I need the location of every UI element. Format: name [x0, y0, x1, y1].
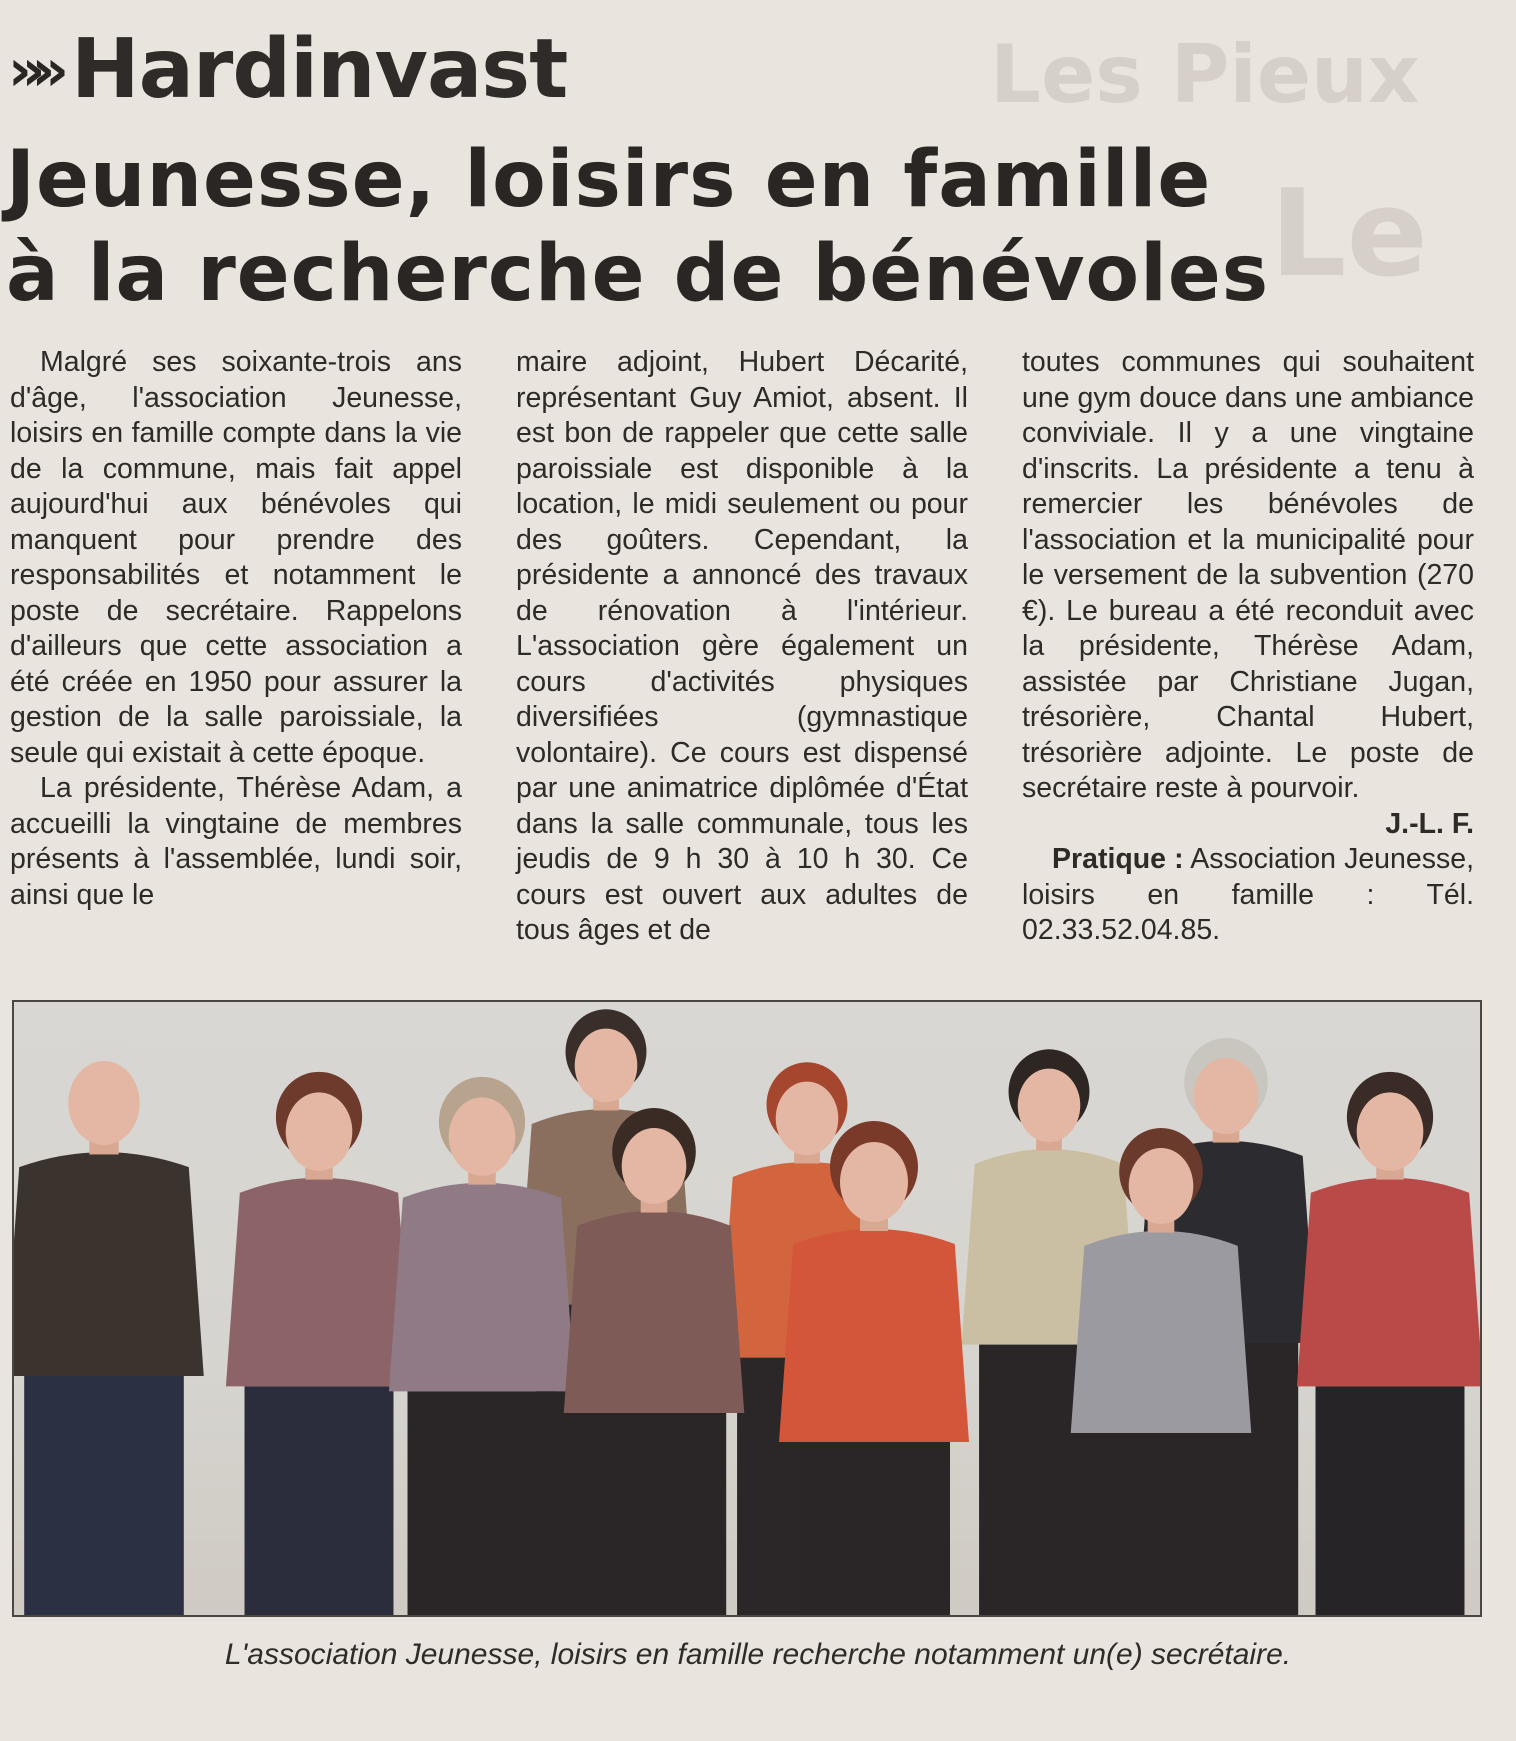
body-paragraph-2: La présidente, Thérèse Adam, a accueilli la vingtaine de membres présents à l'assemblée, lundi soir, ainsi que le: [10, 772, 462, 911]
photo-caption: L'association Jeunesse, loisirs en famille recherche notamment un(e) secrétaire.: [224, 1638, 1292, 1671]
neighbor-article-headline-bleed: Le: [1270, 165, 1428, 304]
chevrons-icon: »»: [8, 35, 55, 104]
practical-info: [1022, 842, 1474, 949]
article-column-1: [10, 345, 462, 913]
section-kicker: [8, 22, 567, 117]
person-figure: [226, 1072, 412, 1615]
body-paragraph-1: Malgré ses soixante-trois ans d'âge, l'association Jeunesse, loisirs en famille compte dans la vie de la commune, mais fait appel aujourd'hui aux bénévoles qui manquent pour prendre des responsabilités et notamment le poste de secrétaire. Rappelons d'ailleurs que cette association a été créée en 1950 pour assurer la gestion de la salle paroissiale, la seule qui existait à cette époque.: [10, 346, 462, 769]
practical-info-label: Pratique :: [1052, 843, 1184, 875]
person-figure: [14, 1039, 204, 1615]
headline-line-1: Jeunesse, loisirs en famille: [6, 135, 1212, 225]
body-paragraph-3: maire adjoint, Hubert Décarité, représentant Guy Amiot, absent. Il est bon de rappeler que cette salle paroissiale est disponible à la location, le midi seulement ou pour des goûters. Cependant, la présidente a annoncé des travaux de rénovation à l'intérieur. L'association gère également un cours d'activités physiques diversifiées (gymnastique volontaire). Ce cours est dispensé par une animatrice diplômée d'État dans la salle communale, tous les jeudis de 9 h 30 à 10 h 30. Ce cours est ouvert aux adultes de tous âges et de: [516, 346, 968, 946]
headline-line-2: à la recherche de bénévoles: [6, 229, 1270, 319]
kicker-town-name: Hardinvast: [70, 22, 568, 117]
article-column-2: [516, 345, 968, 949]
group-photo: [12, 1000, 1482, 1617]
person-figure: [1297, 1072, 1480, 1615]
body-paragraph-4: toutes communes qui souhaitent une gym douce dans une ambiance conviviale. Il y a une vingtaine d'inscrits. La présidente a tenu à remercier les bénévoles de l'association et la municipalité pour le versement de la subvention (270 €). Le bureau a été reconduit avec la présidente, Thérèse Adam, assistée par Christiane Jugan, trésorière, Chantal Hubert, trésorière adjointe. Le poste de secrétaire reste à pourvoir.: [1022, 346, 1474, 804]
neighbor-article-kicker-bleed: Les Pieux: [990, 28, 1420, 121]
practical-info-text: Association Jeunesse, loisirs en famille : Tél. 02.33.52.04.85.: [1022, 843, 1474, 946]
group-photo-illustration: [14, 1002, 1480, 1615]
author-signature: J.-L. F.: [1385, 807, 1474, 840]
article-headline: [6, 133, 1306, 321]
article-column-3: [1022, 345, 1474, 949]
